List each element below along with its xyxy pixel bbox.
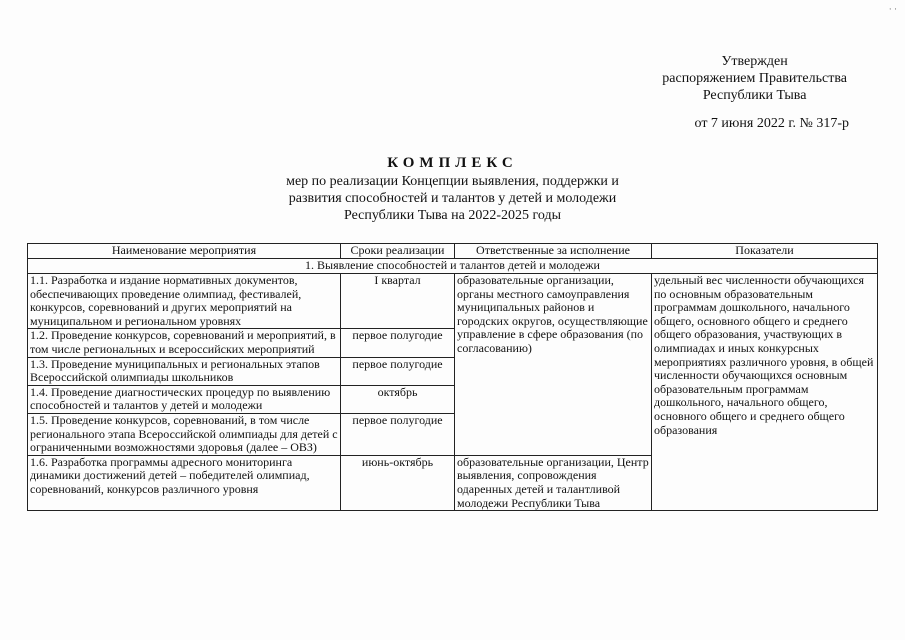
document-subtitle-line: мер по реализации Концепции выявления, поддержки и [286,174,619,189]
approval-line: распоряжением Правительства [662,71,847,86]
measure-name: 1.4. Проведение диагностических процедур по выявлению способностей и талантов у детей и молодежи [28,385,341,413]
measure-name: 1.6. Разработка программы адресного мониторинга динамики достижений детей – победителей олимпиад, соревнований, конкурсов различного уровня [28,455,341,510]
measure-deadline: первое полугодие [341,329,455,357]
document-subtitle-line: Республики Тыва на 2022-2025 годы [343,208,562,223]
document-title: КОМПЛЕКС [387,155,518,171]
measures-table [27,243,878,511]
document-subtitle-line: развития способностей и талантов у детей и молодежи [288,191,617,206]
approval-date: от 7 июня 2022 г. № 317-р [694,116,849,131]
responsible-cell: образовательные организации, органы местного самоуправления муниципальных районов и городских округов, осуществляющие управление в сфере образования (по согласованию) [455,274,652,456]
measure-name: 1.1. Разработка и издание нормативных документов, обеспечивающих проведение олимпиад, фестивалей, конкурсов, соревнований и других мероприятий на муниципальном и региональном уровнях [28,274,341,329]
measure-deadline: первое полугодие [341,413,455,455]
responsible-cell: образовательные организации, Центр выявления, сопровождения одаренных детей и талантливой молодежи Республики Тыва [455,455,652,510]
measure-deadline: октябрь [341,385,455,413]
indicators-cell: удельный вес численности обучающихся по основным образовательным программам дошкольного, начального общего, основного общего и среднего общего образования, участвующих в олимпиадах и иных конкурсных мероприятиях различного уровня, в общей численности обучающихся основным образовательным программам дошкольного, начального общего, основного общего и среднего общего образования [652,274,878,511]
header-indicators: Показатели [652,244,878,259]
approval-line: Утвержден [721,54,788,69]
approval-line: Республики Тыва [702,88,807,103]
measure-deadline: первое полугодие [341,357,455,385]
approval-block [662,53,847,104]
measure-deadline: июнь-октябрь [341,455,455,510]
measure-deadline: I квартал [341,274,455,329]
measure-name: 1.5. Проведение конкурсов, соревнований, в том числе регионального этапа Всероссийской олимпиады для детей с ограниченными возможностями здоровья (далее – ОВЗ) [28,413,341,455]
header-name: Наименование мероприятия [28,244,341,259]
section-title: 1. Выявление способностей и талантов детей и молодежи [28,259,878,274]
measure-name: 1.3. Проведение муниципальных и региональных этапов Всероссийской олимпиады школьников [28,357,341,385]
corner-mark: · · [888,4,897,14]
header-deadline: Сроки реализации [341,244,455,259]
header-responsible: Ответственные за исполнение [455,244,652,259]
measure-name: 1.2. Проведение конкурсов, соревнований и мероприятий, в том числе региональных и всероссийских мероприятий [28,329,341,357]
section-row [28,259,878,274]
document-title-block [0,155,905,224]
table-row [28,274,878,329]
table-header-row [28,244,878,259]
